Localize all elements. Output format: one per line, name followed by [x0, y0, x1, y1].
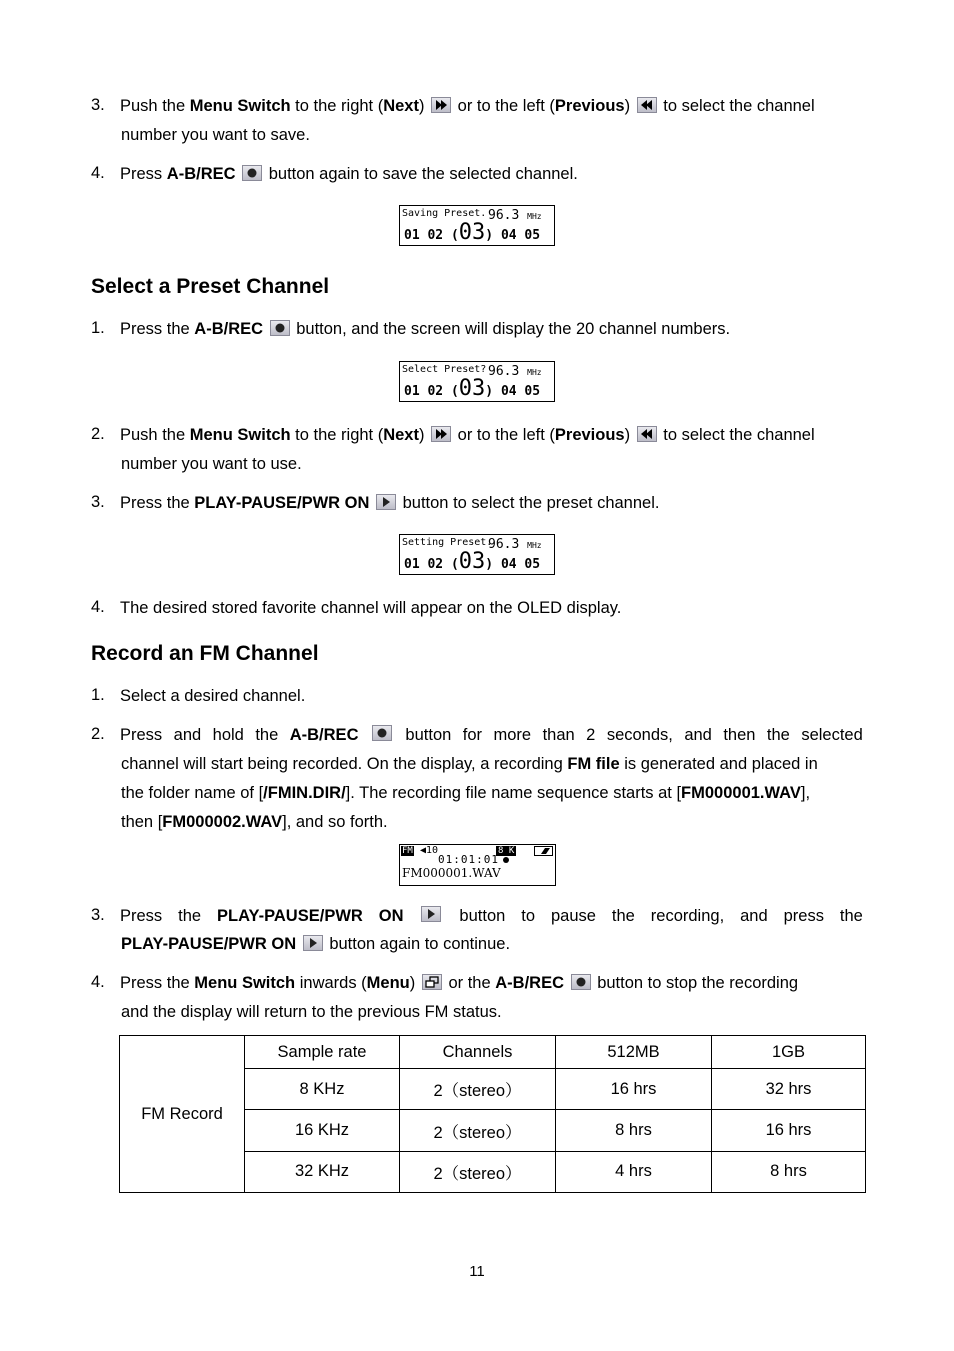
record-icon	[242, 165, 262, 181]
table-cell: 4 hrs	[556, 1151, 712, 1192]
step-text: Press the PLAY-PAUSE/PWR ON button to select the preset channel.	[120, 494, 660, 512]
table-cell: 8 hrs	[712, 1151, 866, 1192]
step-text-continued: PLAY-PAUSE/PWR ON button again to continue.	[121, 935, 511, 953]
table-cell: 8 hrs	[556, 1110, 712, 1151]
table-cell: 32 KHz	[245, 1151, 400, 1192]
table-cell: 16 KHz	[245, 1110, 400, 1151]
fm-record-table	[119, 1035, 866, 1193]
step-text-continued: then [FM000002.WAV], and so forth.	[121, 813, 388, 831]
step-number: 3.	[91, 493, 105, 511]
step-text-justified: Press and hold the A-B/REC button for more than 2 seconds, and then the selected	[120, 726, 863, 744]
step-number: 1.	[91, 686, 105, 704]
battery-icon	[534, 846, 553, 856]
menu-icon	[422, 974, 442, 990]
section-heading: Select a Preset Channel	[91, 275, 330, 298]
table-cell: 16 hrs	[712, 1110, 866, 1151]
record-icon	[270, 320, 290, 336]
next-icon	[431, 426, 451, 442]
step-text: Press the A-B/REC button, and the screen will display the 20 channel numbers.	[120, 320, 731, 338]
lcd-saving-preset: Saving Preset. 96.3 MHz 01 02 (03) 04 05	[399, 205, 555, 246]
table-cell: 8 KHz	[245, 1069, 400, 1110]
step-number: 3.	[91, 906, 105, 924]
step-text-continued: the folder name of [/FMIN.DIR/]. The recording file name sequence starts at [FM000001.WAV],	[121, 784, 811, 802]
table-cell: 32 hrs	[712, 1069, 866, 1110]
lcd-setting-preset: Setting Preset. 96.3 MHz 01 02 (03) 04 05	[399, 534, 555, 575]
step-number: 2.	[91, 425, 105, 443]
volume-level: ◀10	[420, 845, 439, 856]
sample-rate-badge: 8 K	[498, 846, 515, 856]
page-number: 11	[469, 1263, 485, 1280]
previous-icon	[637, 426, 657, 442]
step-number: 2.	[91, 725, 105, 743]
table-header: Channels	[400, 1036, 556, 1069]
table-row	[120, 1036, 866, 1069]
record-timer: 01:01:01	[438, 853, 499, 866]
table-header: Sample rate	[245, 1036, 400, 1069]
step-text-continued: number you want to save.	[121, 126, 310, 144]
fm-badge: FM	[402, 846, 413, 856]
section-heading: Record an FM Channel	[91, 642, 319, 665]
step-text: Press the Menu Switch inwards (Menu) or the A-B/REC button to stop the recording	[120, 974, 799, 992]
next-icon	[431, 97, 451, 113]
step-number: 4.	[91, 973, 105, 991]
record-icon	[571, 974, 591, 990]
lcd-select-preset: Select Preset? 96.3 MHz 01 02 (03) 04 05	[399, 361, 555, 402]
play-icon	[421, 906, 441, 922]
table-cell: 2（stereo）	[400, 1069, 556, 1110]
step-text-continued: channel will start being recorded. On the display, a recording FM file is generated and placed in	[121, 755, 818, 773]
table-cell: 16 hrs	[556, 1069, 712, 1110]
step-number: 3.	[91, 96, 105, 114]
table-row-label: FM Record	[120, 1036, 245, 1193]
step-number: 4.	[91, 164, 105, 182]
play-icon	[376, 494, 396, 510]
table-cell: 2（stereo）	[400, 1110, 556, 1151]
step-text: The desired stored favorite channel will appear on the OLED display.	[120, 599, 622, 617]
step-number: 4.	[91, 598, 105, 616]
step-text-justified: Press the PLAY-PAUSE/PWR ON button to pause the recording, and press the	[120, 907, 863, 925]
step-text: Press A-B/REC button again to save the selected channel.	[120, 165, 578, 183]
recording-dot-icon	[503, 857, 509, 863]
step-number: 1.	[91, 319, 105, 337]
play-icon	[303, 935, 323, 951]
previous-icon	[637, 97, 657, 113]
step-text: Select a desired channel.	[120, 687, 306, 705]
table-header: 512MB	[556, 1036, 712, 1069]
table-cell: 2（stereo）	[400, 1151, 556, 1192]
step-text: Push the Menu Switch to the right (Next) or to the left (Previous) to select the channel	[120, 426, 815, 444]
record-icon	[372, 725, 392, 741]
step-text: Push the Menu Switch to the right (Next) or to the left (Previous) to select the channel	[120, 97, 815, 115]
record-filename: FM000001.WAV	[402, 866, 501, 880]
step-text-continued: number you want to use.	[121, 455, 302, 473]
lcd-fm-recording	[399, 844, 556, 886]
step-text-continued: and the display will return to the previous FM status.	[121, 1003, 502, 1021]
table-header: 1GB	[712, 1036, 866, 1069]
